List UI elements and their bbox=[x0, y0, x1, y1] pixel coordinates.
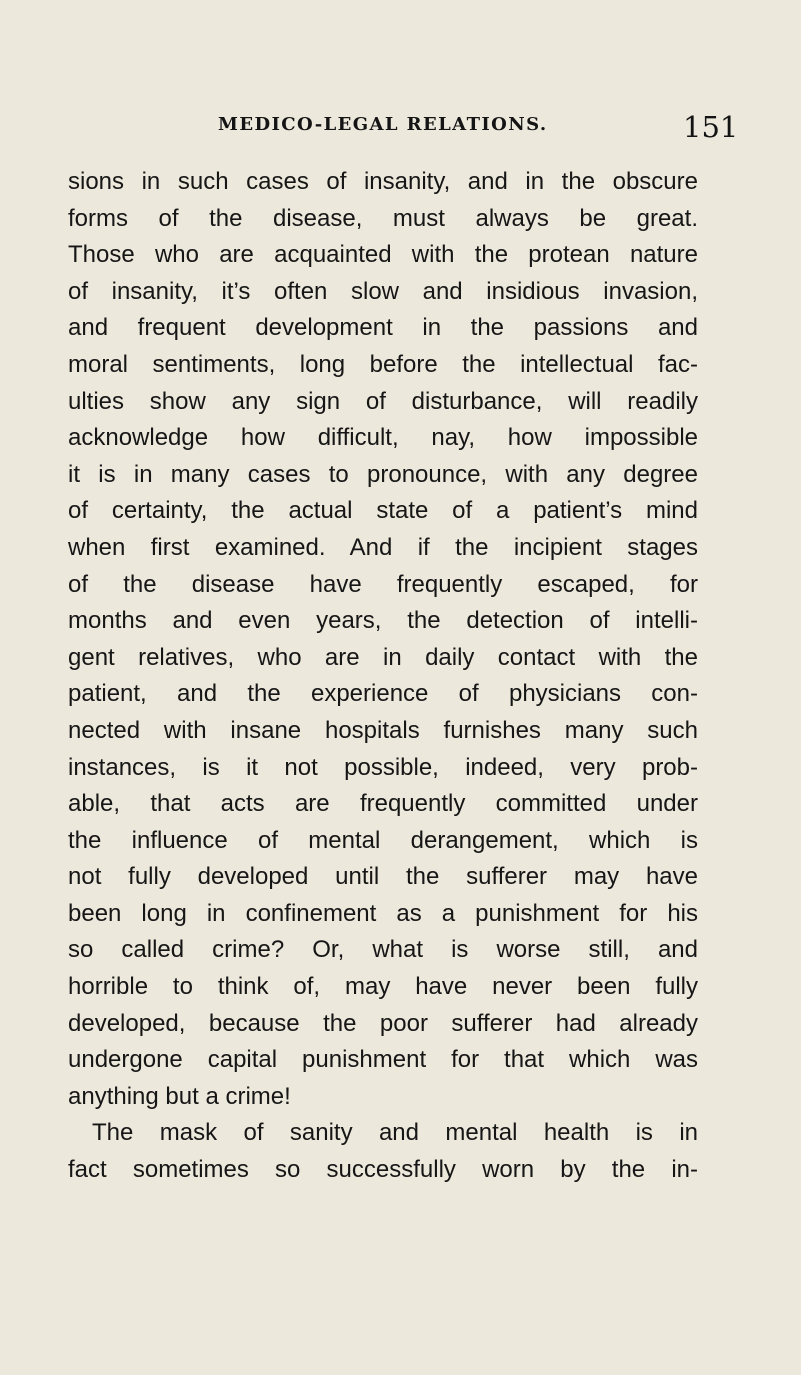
text-line: of certainty, the actual state of a patient’s mind bbox=[68, 497, 698, 525]
text-line: so called crime? Or, what is worse still, and bbox=[68, 936, 698, 964]
text-line: been long in confinement as a punishment for his bbox=[68, 899, 698, 927]
text-line: nected with insane hospitals furnishes many such bbox=[68, 716, 698, 744]
text-line: patient, and the experience of physicians con- bbox=[68, 680, 698, 708]
text-line: gent relatives, who are in daily contact with the bbox=[68, 643, 698, 671]
text-line: able, that acts are frequently committed under bbox=[68, 790, 698, 818]
running-head bbox=[0, 110, 801, 150]
text-line: the influence of mental derangement, which is bbox=[68, 826, 698, 854]
text-line: when first examined. And if the incipient stages bbox=[68, 533, 698, 561]
text-line: of the disease have frequently escaped, for bbox=[68, 570, 698, 598]
text-line: it is in many cases to pronounce, with any degree bbox=[68, 460, 698, 488]
text-line: The mask of sanity and mental health is in bbox=[92, 1119, 698, 1147]
text-line: fact sometimes so successfully worn by the in- bbox=[68, 1156, 698, 1184]
text-line: of insanity, it’s often slow and insidious invasion, bbox=[68, 277, 698, 305]
text-line: undergone capital punishment for that which was bbox=[68, 1046, 698, 1074]
text-line: horrible to think of, may have never been fully bbox=[68, 973, 698, 1001]
text-line: anything but a crime! bbox=[68, 1082, 291, 1110]
running-title: MEDICO-LEGAL RELATIONS. bbox=[218, 114, 548, 135]
text-line: not fully developed until the sufferer may have bbox=[68, 863, 698, 891]
text-line: ulties show any sign of disturbance, will readily bbox=[68, 387, 698, 415]
text-line: sions in such cases of insanity, and in the obscure bbox=[68, 168, 698, 195]
page-number: 151 bbox=[683, 110, 739, 144]
text-line: months and even years, the detection of intelli- bbox=[68, 607, 698, 635]
text-line: acknowledge how difficult, nay, how impossible bbox=[68, 424, 698, 452]
text-line: developed, because the poor sufferer had already bbox=[68, 1009, 698, 1037]
text-line: instances, is it not possible, indeed, very prob- bbox=[68, 753, 698, 781]
text-line: moral sentiments, long before the intellectual fac- bbox=[68, 350, 698, 378]
body-text bbox=[68, 164, 698, 1189]
text-line: forms of the disease, must always be great. bbox=[68, 204, 698, 232]
text-line: Those who are acquainted with the protean nature bbox=[68, 241, 698, 269]
text-line: and frequent development in the passions and bbox=[68, 314, 698, 342]
